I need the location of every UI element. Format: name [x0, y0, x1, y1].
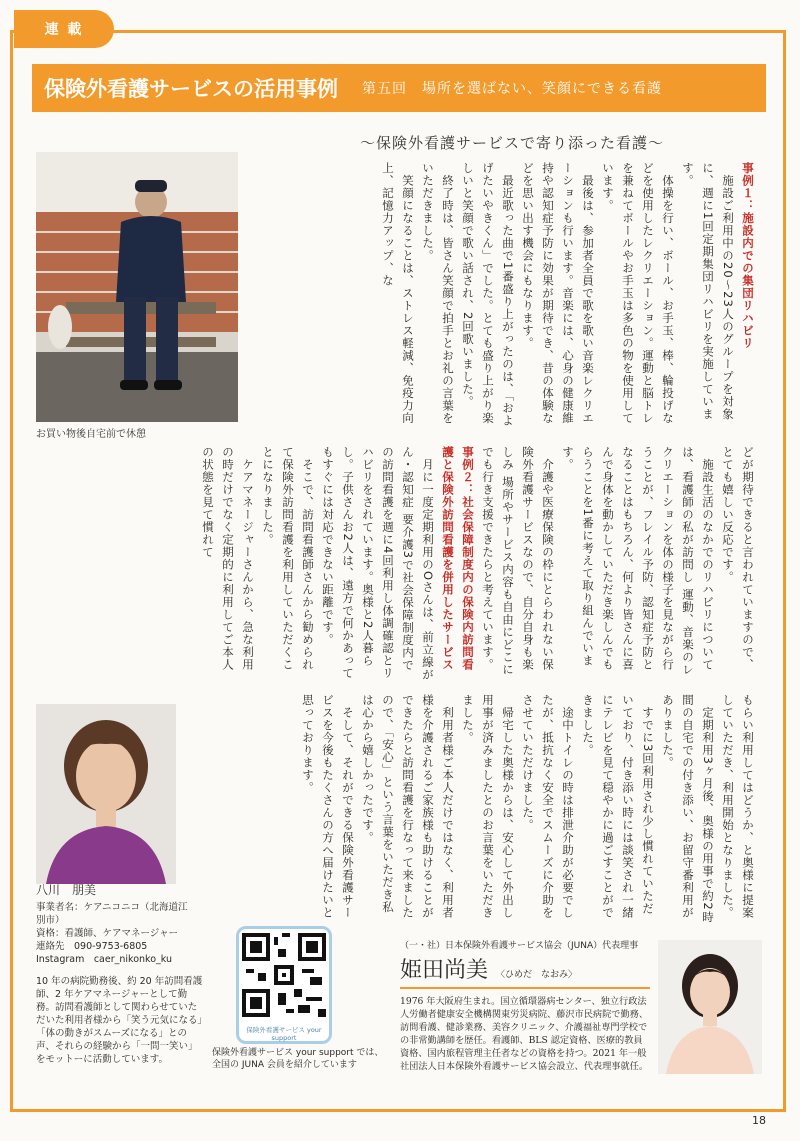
- paragraph: もらい利用してはどうか、と奥様に提案していただき、利用開始となりました。: [721, 694, 755, 919]
- profile-line: 事業者名：ケアニコニコ（北海道江別市）: [36, 902, 188, 926]
- paragraph: 終了時は、皆さん笑顔で拍手とお礼の言葉をいただきました。: [421, 162, 455, 425]
- paragraph: 帰宅した奥様からは、安心して外出し用事が済みましたとのお言葉をいただきました。: [461, 694, 515, 919]
- paragraph: 途中トイレの時は排泄介助が必要でしたが、抵抗なく安全でスムーズに介助をさせていただけました。: [521, 694, 575, 919]
- qr-code-icon: [242, 933, 326, 1017]
- representative-block: [400, 938, 650, 1073]
- series-title: 保険外看護サービスの活用事例: [44, 77, 338, 101]
- author-name: 姫田尚美: [400, 958, 489, 983]
- profile-name: 八川 朋美: [36, 883, 97, 897]
- paragraph: ケアマネージャーさんから、急な利用の時だけでなく定期的に利用してご本人の状態を見て慣れて: [201, 446, 255, 671]
- series-tag: 連 載: [14, 10, 114, 48]
- paragraph: 最近歌った曲で1番盛り上がったのは、「およげたいやきくん」でした。とても盛り上がり楽しいと笑顔で歌い話され、2回歌いました。: [461, 162, 515, 428]
- middle-column: [198, 446, 758, 682]
- case1-heading: 事例１：施設内での集団リハビリ: [741, 162, 755, 350]
- photo-man-image: [36, 152, 238, 422]
- qr-label: 保険外看護サービス your support: [246, 1026, 322, 1042]
- photo-representative-image: [658, 940, 762, 1074]
- paragraph: 施設ご利用中の20～23人のグループを対象に、週に1回定期集団リハビリを実施しています。: [681, 162, 735, 421]
- page-number: 18: [752, 1114, 766, 1127]
- qr-caption: 保険外看護サービス your support では、全国の JUNA 会員を紹介しています: [212, 1048, 384, 1070]
- qr-card: [236, 926, 332, 1044]
- author-org: （一・社）日本保険外看護サービス協会（JUNA）代表理事: [400, 941, 639, 951]
- paragraph: そして、それができる保険外看護サービスを今後もたくさんの方へ届けたいと思っております。: [301, 694, 355, 919]
- profile-line: 資格：看護師、ケアマネージャー: [36, 928, 179, 939]
- paragraph: 最後は、参加者全員で歌を歌い音楽レクリエーションも行います。音楽には、心身の健康維持や認知症予防に効果が期待でき、昔の体験などを思い出す機会にもなります。: [521, 162, 595, 425]
- photo-woman-image: [36, 704, 176, 884]
- title-banner: [32, 64, 766, 112]
- paragraph: 利用者様ご本人だけではなく、利用者様を介護されるご家族様も助けることができたらと訪問看護を行なって来ましたので、「安心」という言葉をいただき私は心から嬉しかったです。: [361, 694, 455, 919]
- case2-heading: 事例２：社会保障制度内の保険内訪問看護と保険外訪問看護を併用したサービス: [441, 446, 475, 671]
- paragraph: 施設生活のなかでのリハビリについては、看護師の私が訪問し 運動、音楽のレクリエーションを体の様子を見ながら行うことが、フレイル予防、認知症予防となることはもちろん、何より皆さんに喜んで身体を動かしていただき楽しんでもらうことを1番に考えて取り組んでいます。: [561, 446, 715, 676]
- author-reading: 〈ひめだ なおみ〉: [496, 970, 578, 980]
- author-name-row: [400, 953, 650, 989]
- paragraph: どが期待できると言われていますので、とても嬉しい反応です。: [721, 446, 755, 671]
- episode-title: 第五回 場所を選ばない、笑顔にできる看護: [362, 81, 662, 97]
- case1-column: [378, 162, 758, 432]
- author-bio-text: 1976 年大阪府生まれ。国立循環器病センター、独立行政法人労働者健康安全機構関東労災病院、藤沢市民病院で勤務、訪問看護、健診業務、美容クリニック、介護福祉専門学校での非常勤講師を歴任。看護師、BLS 認定資格、医療的教員資格、国内旅程管理主任者などの資格を持つ。2021 年一般社団法人日本保険外看護サービス協会設立、代表理事就任。: [400, 996, 649, 1072]
- photo-man-caption: お買い物後自宅前で休憩: [36, 429, 146, 440]
- lower-column: [298, 694, 758, 924]
- paragraph: 月に一度定期利用のOさんは、前立線がん・認知症 要介護3で社会保障制度内での訪問看護を週に4回利用し体調確認とリハビリをされています。奥様と2人暮らし。子供さんお2人は、遠方で何かあってもすぐには対応できない距離です。: [321, 446, 435, 682]
- paragraph: 笑顔になることは、ストレス軽減、免疫力向上、記憶力アップ、な: [381, 162, 415, 425]
- paragraph: 介護や医療保険の枠にとらわれない保険外看護サービスなので、自分自身も楽しみ 場所やサービス内容も自由にどこにでも行き支援できたらと考えています。: [481, 446, 555, 676]
- profile-line: Instagram caer_nikonko_ku: [36, 954, 172, 965]
- paragraph: 体操を行い、ボール、お手玉、棒、輪投げなどを使用したレクリエーション。運動と脳トレを兼ねてボールやお手玉は多色の物を使用しています。: [601, 162, 675, 425]
- paragraph: すでに3回利用され少し慣れていただいており、付き添い時には談笑され一緒にテレビを見て穏やかに過ごすことができました。: [581, 694, 655, 919]
- profile-line: 連絡先 090-9753-6805: [36, 941, 148, 952]
- author-bio: 10 年の病院勤務後、約 20 年訪問看護師、2 年ケアマネージャーとして勤務。訪問看護師として関わらせていただいた利用者様から「笑う元気になる」「体の動きがスムーズになる」との声、それらの経験から「一問一笑い」をモットーに活動しています。: [36, 976, 203, 1065]
- paragraph: そこで、訪問看護師さんから勧められて保険外訪問看護を利用していただくことになりました。: [261, 446, 315, 671]
- paragraph: 定期利用3ヶ月後、奥様の用事で約2時間の自宅での付き添い、お留守番利用がありました。: [661, 694, 715, 924]
- article-subtitle: ～保険外看護サービスで寄り添った看護～: [360, 134, 665, 152]
- author-profile: [36, 884, 196, 966]
